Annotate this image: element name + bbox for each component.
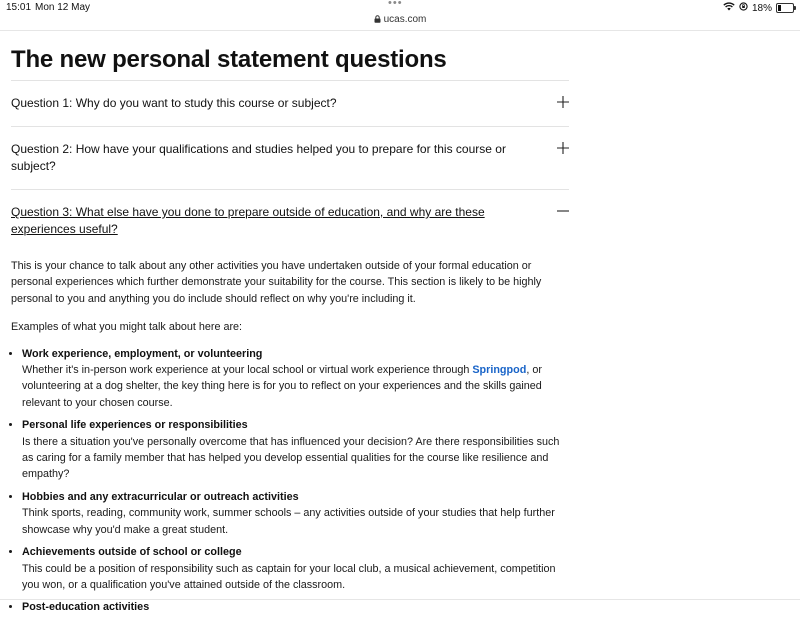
list-item — [22, 599, 571, 615]
status-right — [723, 2, 794, 14]
url-text: ucas.com — [383, 14, 427, 25]
accordion-header-q2[interactable] — [11, 127, 569, 189]
battery-fill — [778, 5, 781, 11]
multitasking-dots[interactable]: ••• — [388, 0, 403, 9]
main-content — [11, 31, 581, 622]
list-item-title: • Work experience, employment, or volunteering — [22, 347, 263, 360]
orientation-lock-icon — [739, 2, 748, 14]
minus-icon[interactable] — [557, 205, 569, 217]
list-item — [22, 489, 571, 538]
plus-icon[interactable] — [557, 142, 569, 154]
list-item-text: Whether it's in-person work experience at your local school or virtual work experience through — [22, 364, 473, 377]
address-bar[interactable] — [0, 14, 800, 26]
page-title: The new personal statement questions — [11, 46, 447, 73]
list-item — [22, 346, 571, 412]
lock-icon — [374, 15, 381, 26]
list-item-text-cont: , or volunteering at a dog shelter, the key thing here is for you to reflect on your experiences and the skills gained relevant to your chosen course. — [22, 364, 542, 409]
battery-percent: 18% — [751, 2, 772, 14]
list-item-text: Think sports, reading, community work, summer schools – any activities outside of your studies that help further showcase why you'd make a great student. — [22, 507, 555, 536]
q3-intro: This is your chance to talk about any other activities you have undertaken outside of your formal education or personal experiences which further demonstrate your suitability for the course. This section is likely to be highly personal to you and anything you do include should reflect on why you're including it. — [11, 260, 542, 305]
accordion-title-q2: Question 2: How have your qualifications and studies helped you to prepare for this course or subject? — [11, 142, 506, 173]
q3-examples-intro: Examples of what you might talk about here are: — [11, 321, 243, 334]
accordion-header-q1[interactable] — [11, 81, 569, 126]
springpod-link[interactable]: Springpod — [472, 364, 527, 377]
wifi-icon — [723, 2, 735, 14]
list-item — [22, 417, 571, 483]
list-item-title: • Post-education activities — [22, 601, 150, 614]
list-item-text: This could be a position of responsibility such as captain for your local club, a musical achievement, competition you won, or a qualification you've attained outside of the classroom. — [22, 562, 556, 591]
accordion-header-q3[interactable] — [11, 190, 569, 246]
list-item-title: • Achievements outside of school or college — [22, 546, 242, 559]
list-item — [22, 544, 571, 593]
list-item-text: Is there a situation you've personally overcome that has influenced your decision? Are there responsibilities such as caring for a family member that has helped you develop essential qualities for the course like resilience and empathy? — [22, 435, 560, 481]
accordion-item-q1 — [11, 80, 569, 126]
questions-accordion — [11, 80, 569, 616]
accordion-item-q3 — [11, 189, 569, 616]
status-date: Mon 12 May — [35, 2, 91, 13]
battery-icon — [776, 3, 794, 13]
status-time: 15:01 — [6, 2, 32, 13]
plus-icon[interactable] — [557, 96, 569, 108]
accordion-title-q3: Question 3: What else have you done to prepare outside of education, and why are these experiences useful? — [11, 205, 485, 236]
accordion-body-q3 — [11, 258, 571, 616]
accordion-title-q1: Question 1: Why do you want to study this course or subject? — [11, 96, 337, 110]
list-item-title: • Hobbies and any extracurricular or outreach activities — [22, 490, 299, 503]
examples-list — [11, 346, 571, 616]
accordion-item-q2 — [11, 126, 569, 189]
status-bar — [0, 0, 800, 31]
list-item-title: • Personal life experiences or responsibilities — [22, 419, 248, 432]
